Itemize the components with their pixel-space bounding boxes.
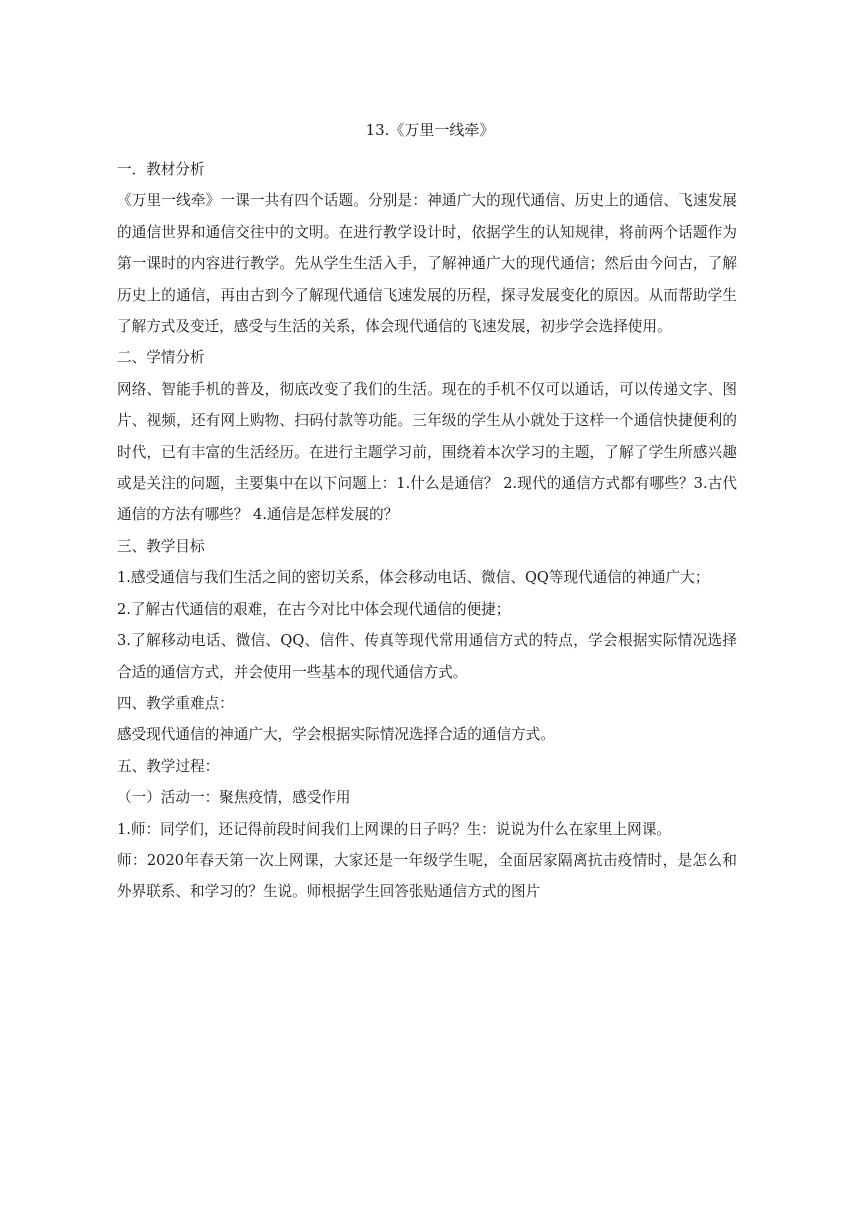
section-heading-5: 五、教学过程： bbox=[117, 757, 220, 775]
goal-item-2: 2.了解古代通信的艰难，在古今对比中体会现代通信的便捷； bbox=[117, 600, 511, 618]
section-heading-4: 四、教学重难点： bbox=[117, 694, 234, 712]
document-title: 13.《万里一线牵》 bbox=[365, 121, 495, 139]
document-body bbox=[117, 154, 737, 908]
section-4-paragraph: 感受现代通信的神通广大，学会根据实际情况选择合适的通信方式。 bbox=[117, 726, 555, 744]
goal-item-1: 1.感受通信与我们生活之间的密切关系，体会移动电话、微信、QQ等现代通信的神通广大； bbox=[117, 569, 710, 587]
section-1-paragraph: 《万里一线牵》一课一共有四个话题。分别是：神通广大的现代通信、历史上的通信、飞速发展的通信世界和通信交往中的文明。在进行教学设计时，依据学生的认知规律，将前两个话题作为第一课时的内容进行教学。先从学生生活入手，了解神通广大的现代通信；然后由今问古，了解历史上的通信，再由古到今了解现代通信飞速发展的历程，探寻发展变化的原因。从而帮助学生了解方式及变迁，感受与生活的关系，体会现代通信的飞速发展，初步学会选择使用。 bbox=[117, 192, 737, 336]
section-2-paragraph: 网络、智能手机的普及，彻底改变了我们的生活。现在的手机不仅可以通话，可以传递文字、图片、视频，还有网上购物、扫码付款等功能。三年级的学生从小就处于这样一个通信快捷便利的时代，已有丰富的生活经历。在进行主题学习前，围绕着本次学习的主题，了解了学生所感兴趣或是关注的问题，主要集中在以下问题上：1.什么是通信？ 2.现代的通信方式都有哪些？3.古代通信的方法有哪些？ 4.通信是怎样发展的？ bbox=[117, 380, 737, 524]
section-heading-2: 二、学情分析 bbox=[117, 349, 205, 367]
section-heading-1: 一．教材分析 bbox=[117, 161, 205, 178]
process-step-2: 师：2020年春天第一次上网课，大家还是一年级学生呢，全面居家隔离抗击疫情时，是怎么和外界联系、和学习的？生说。师根据学生回答张贴通信方式的图片 bbox=[117, 851, 737, 901]
process-step-1: 1.师：同学们，还记得前段时间我们上网课的日子吗？生：说说为什么在家里上网课。 bbox=[117, 820, 671, 838]
goal-item-3: 3.了解移动电话、微信、QQ、信件、传真等现代常用通信方式的特点，学会根据实际情况选择合适的通信方式，并会使用一些基本的现代通信方式。 bbox=[117, 632, 737, 681]
activity-heading: （一）活动一：聚焦疫情，感受作用 bbox=[117, 789, 351, 807]
section-heading-3: 三、教学目标 bbox=[117, 537, 205, 555]
